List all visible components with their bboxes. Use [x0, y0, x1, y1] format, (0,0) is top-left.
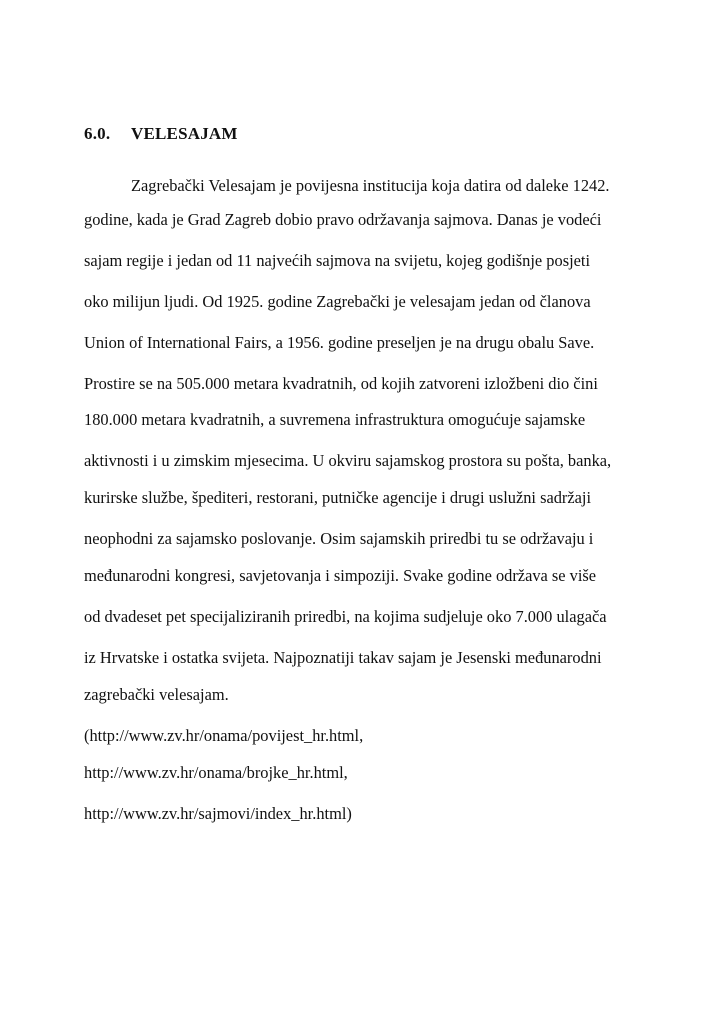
paragraph-line: neophodni za sajamsko poslovanje. Osim sajamskih priredbi tu se održavaju i	[84, 529, 594, 548]
paragraph-line: Zagrebački Velesajam je povijesna institucija koja datira od daleke 1242.	[131, 176, 610, 195]
paragraph-line: 180.000 metara kvadratnih, a suvremena infrastruktura omogućuje sajamske	[84, 410, 586, 429]
reference-line: http://www.zv.hr/sajmovi/index_hr.html)	[84, 804, 352, 823]
paragraph-line: aktivnosti i u zimskim mjesecima. U okviru sajamskog prostora su pošta, banka,	[84, 451, 612, 470]
paragraph-line: oko milijun ljudi. Od 1925. godine Zagrebački je velesajam jedan od članova	[84, 292, 591, 311]
paragraph-line: Union of International Fairs, a 1956. godine preseljen je na drugu obalu Save.	[84, 333, 595, 352]
reference-line: http://www.zv.hr/onama/brojke_hr.html,	[84, 763, 348, 782]
section-title: VELESAJAM	[131, 124, 238, 143]
paragraph-line: zagrebački velesajam.	[84, 685, 229, 704]
paragraph-line: kurirske službe, špediteri, restorani, putničke agencije i drugi uslužni sadržaji	[84, 488, 592, 507]
paragraph-line: Prostire se na 505.000 metara kvadratnih, od kojih zatvoreni izložbeni dio čini	[84, 374, 598, 393]
paragraph-line: od dvadeset pet specijaliziranih priredbi, na kojima sudjeluje oko 7.000 ulagača	[84, 607, 607, 626]
section-number: 6.0.	[84, 124, 111, 143]
reference-line: (http://www.zv.hr/onama/povijest_hr.html,	[84, 726, 364, 745]
paragraph-line: međunarodni kongresi, savjetovanja i simpoziji. Svake godine održava se više	[84, 566, 597, 585]
paragraph-line: godine, kada je Grad Zagreb dobio pravo održavanja sajmova. Danas je vodeći	[84, 210, 602, 229]
paragraph-line: sajam regije i jedan od 11 najvećih sajmova na svijetu, kojeg godišnje posjeti	[84, 251, 591, 270]
paragraph-line: iz Hrvatske i ostatka svijeta. Najpoznatiji takav sajam je Jesenski međunarodni	[84, 648, 602, 667]
section-heading	[84, 124, 238, 144]
